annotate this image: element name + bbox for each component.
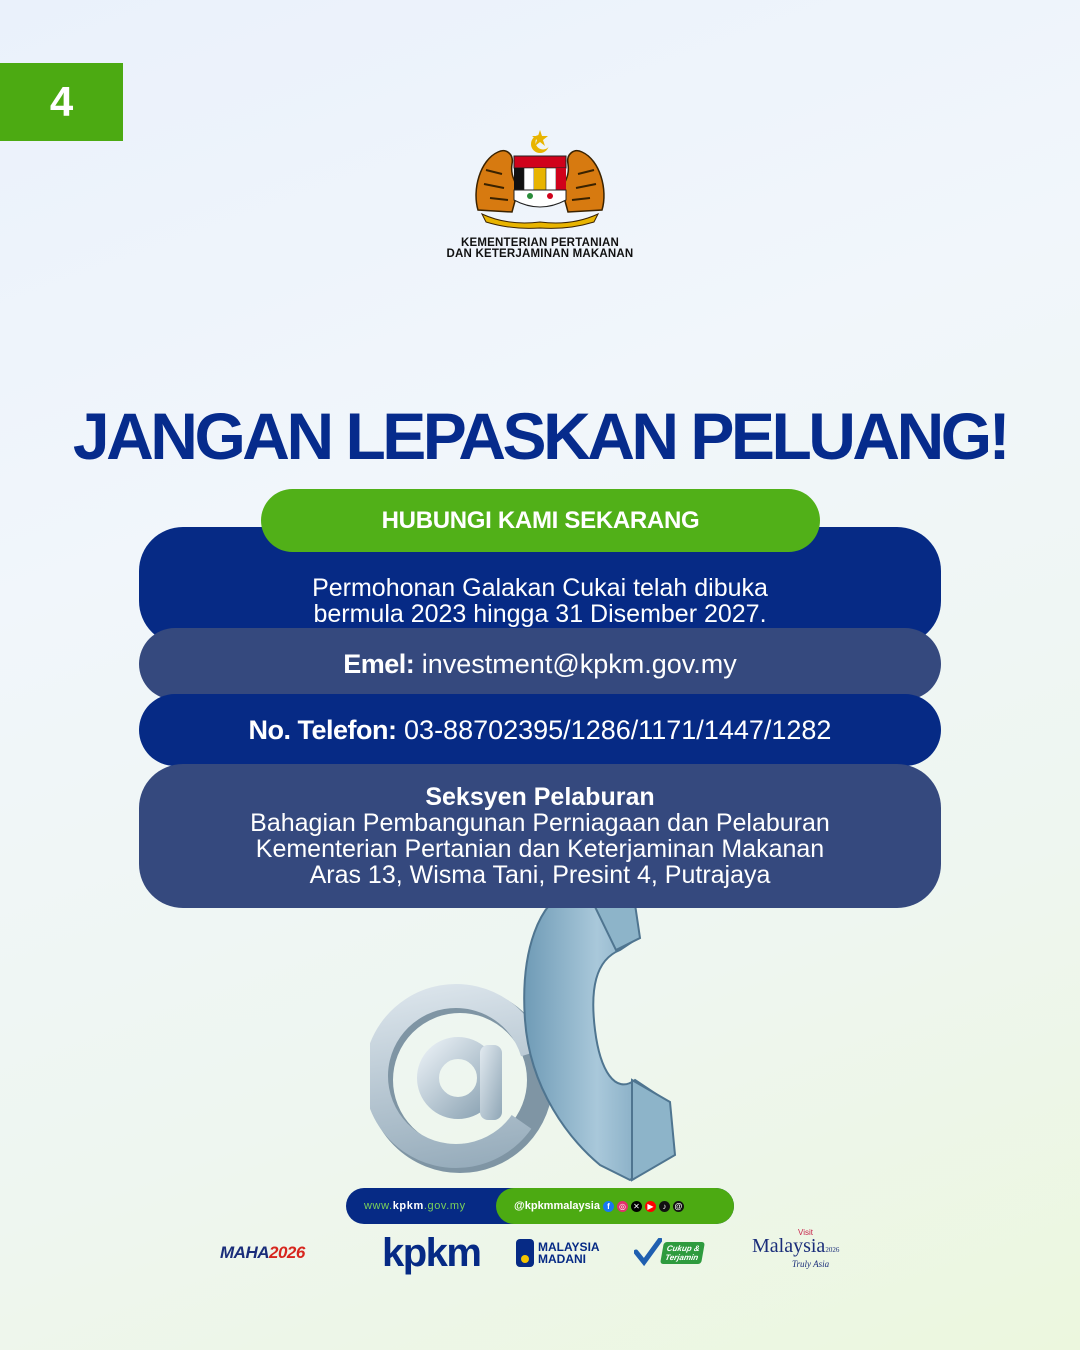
visit-main-row xyxy=(752,1237,839,1259)
visit-malaysia-logo xyxy=(752,1228,848,1278)
malaysia-madani-logo xyxy=(516,1228,600,1278)
checkmark-icon xyxy=(634,1238,662,1268)
website-bar xyxy=(346,1188,734,1224)
ministry-name xyxy=(380,238,700,260)
cukup-line-1: Cukup & xyxy=(666,1244,701,1253)
maha-logo-year: 2026 xyxy=(269,1243,305,1262)
address-title: Seksyen Pelaburan xyxy=(425,783,655,811)
phone-row xyxy=(249,717,832,743)
announcement-text xyxy=(312,575,768,627)
phone-card xyxy=(139,694,941,766)
address-card xyxy=(139,764,941,908)
website-prefix: www. xyxy=(364,1200,393,1212)
website-link[interactable] xyxy=(364,1188,466,1224)
ministry-name-line-2: DAN KETERJAMINAN MAKANAN xyxy=(446,248,634,260)
headline: JANGAN LEPASKAN PELUANG! xyxy=(72,399,1008,473)
facebook-icon[interactable]: f xyxy=(603,1201,614,1212)
email-phone-illustration xyxy=(370,880,710,1190)
ministry-name-line-1: KEMENTERIAN PERTANIAN xyxy=(461,237,619,249)
phone-label: No. Telefon: xyxy=(248,715,397,745)
coat-of-arms-icon xyxy=(468,130,612,230)
madani-logo-text xyxy=(538,1241,600,1265)
maha-logo-text: MAHA xyxy=(220,1243,269,1262)
cukup-line-2: Terjamin xyxy=(664,1253,700,1262)
threads-icon[interactable]: @ xyxy=(674,1201,683,1211)
x-icon[interactable]: ✕ xyxy=(631,1201,642,1212)
madani-mark-icon xyxy=(516,1239,534,1267)
madani-logo-line-2: MADANI xyxy=(538,1252,586,1266)
cukup-terjamin-logo xyxy=(634,1228,712,1278)
announcement-line-2: bermula 2023 hingga 31 Disember 2027. xyxy=(313,600,767,628)
email-link[interactable]: investment@kpkm.gov.my xyxy=(421,649,737,679)
email-label: Emel: xyxy=(343,649,415,679)
address-line-1: Bahagian Pembangunan Perniagaan dan Pelaburan xyxy=(250,809,830,837)
contact-us-tab xyxy=(261,489,820,552)
contact-us-label: HUBUNGI KAMI SEKARANG xyxy=(381,506,700,534)
page-number-badge xyxy=(0,63,123,141)
visit-tagline: Truly Asia xyxy=(792,1259,830,1269)
tiktok-icon[interactable]: ♪ xyxy=(659,1201,670,1212)
maha-2026-logo xyxy=(220,1228,345,1278)
phone-number[interactable]: 03-88702395/1286/1171/1447/1282 xyxy=(404,715,832,745)
visit-malaysia-text: Malaysia xyxy=(752,1235,826,1257)
instagram-icon[interactable]: ◎ xyxy=(617,1201,628,1212)
madani-logo-line-1: MALAYSIA xyxy=(538,1240,600,1254)
cukup-terjamin-badge xyxy=(660,1242,705,1264)
email-row xyxy=(343,651,737,677)
social-handle[interactable]: @kpkmmalaysia xyxy=(514,1200,600,1212)
kpkm-logo xyxy=(382,1228,486,1278)
kpkm-logo-text: kpkm xyxy=(382,1230,481,1275)
email-card xyxy=(139,628,941,700)
address-line-3: Aras 13, Wisma Tani, Presint 4, Putrajaya xyxy=(309,861,771,889)
visit-year: 2026 xyxy=(825,1246,840,1254)
announcement-line-1: Permohonan Galakan Cukai telah dibuka xyxy=(312,574,768,602)
social-media-pill xyxy=(496,1188,734,1224)
website-domain: kpkm xyxy=(392,1200,424,1212)
phone-handset-icon xyxy=(524,880,675,1180)
website-suffix: .gov.my xyxy=(423,1200,466,1212)
address-line-2: Kementerian Pertanian dan Keterjaminan Makanan xyxy=(255,835,825,863)
page-number: 4 xyxy=(49,78,74,125)
visit-label: Visit xyxy=(798,1228,813,1237)
youtube-icon[interactable]: ▶ xyxy=(645,1201,656,1212)
